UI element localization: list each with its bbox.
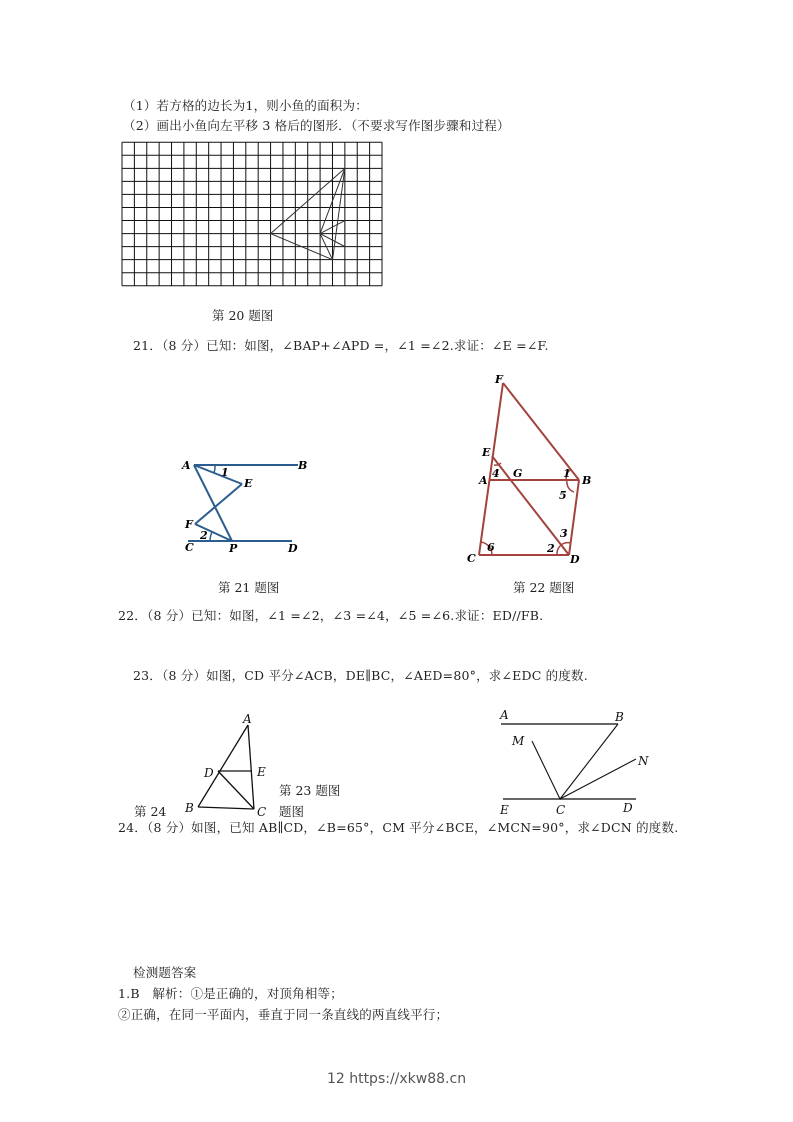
q22-text: 22．（8 分）已知：如图，∠1 =∠2，∠3 =∠4，∠5 =∠6.求证：ED//FB. xyxy=(118,608,544,623)
label-D: D xyxy=(623,801,633,815)
q23-text: 23．（8 分）如图，CD 平分∠ACB，DE∥BC，∠AED=80°，求∠EDC 的度数. xyxy=(133,668,588,683)
label-A: A xyxy=(500,708,509,722)
q24-figure xyxy=(490,700,660,820)
label-D: D xyxy=(204,766,214,780)
label-C: C xyxy=(185,541,194,554)
q24-caption-right: 题图 xyxy=(279,804,305,819)
label-angle-2: 2 xyxy=(200,529,208,542)
label-F: F xyxy=(495,373,503,386)
q20-caption: 第 20 题图 xyxy=(212,308,274,323)
answers-title: 检测题答案 xyxy=(133,965,197,980)
label-N: N xyxy=(638,754,649,768)
label-B: B xyxy=(615,710,624,724)
q20-part2: （2）画出小鱼向左平移 3 格后的图形．（不要求写作图步骤和过程） xyxy=(123,118,510,133)
label-E: E xyxy=(244,477,253,490)
label-angle-4: 4 xyxy=(492,467,500,480)
label-angle-1: 1 xyxy=(563,467,571,480)
label-A: A xyxy=(182,459,191,472)
q22-caption: 第 22 题图 xyxy=(513,580,575,595)
label-angle-5: 5 xyxy=(559,489,567,502)
label-angle-2: 2 xyxy=(547,542,555,555)
label-C: C xyxy=(556,803,566,817)
label-M: M xyxy=(512,734,525,748)
label-A: A xyxy=(479,474,488,487)
label-E: E xyxy=(500,803,509,817)
q20-part1: （1）若方格的边长为1，则小鱼的面积为： xyxy=(123,98,368,113)
label-A: A xyxy=(243,712,252,726)
label-B: B xyxy=(185,801,194,815)
answer-line-1: 1.B 解析：①是正确的，对顶角相等； xyxy=(118,986,343,1001)
q24-caption-left: 第 24 xyxy=(134,804,167,819)
label-C: C xyxy=(467,552,476,565)
q23-figure xyxy=(180,712,280,822)
q20-grid-figure xyxy=(122,142,382,286)
label-B: B xyxy=(582,474,592,487)
q24-text: 24．（8 分）如图，已知 AB∥CD，∠B=65°，CM 平分∠BCE，∠MCN=90°，求∠DCN 的度数. xyxy=(118,820,679,835)
label-E: E xyxy=(482,446,491,459)
page-footer: 12 https://xkw88.cn xyxy=(326,1071,467,1087)
answer-line-2: ②正确，在同一平面内，垂直于同一条直线的两直线平行； xyxy=(118,1007,449,1022)
label-D: D xyxy=(570,553,580,566)
label-E: E xyxy=(257,765,266,779)
q21-figure xyxy=(170,450,320,560)
label-F: F xyxy=(185,518,193,531)
q22-figure xyxy=(455,365,605,565)
label-angle-6: 6 xyxy=(487,541,495,554)
q21-caption: 第 21 题图 xyxy=(218,580,280,595)
label-P: P xyxy=(229,542,238,555)
label-angle-1: 1 xyxy=(221,466,229,479)
label-G: G xyxy=(513,467,523,480)
q23-caption: 第 23 题图 xyxy=(279,783,341,798)
label-D: D xyxy=(288,542,298,555)
q21-text: 21．（8 分）已知：如图，∠BAP+∠APD =，∠1 =∠2.求证：∠E =∠F. xyxy=(133,338,549,353)
label-angle-3: 3 xyxy=(560,527,568,540)
label-B: B xyxy=(298,459,308,472)
label-C: C xyxy=(257,805,267,819)
